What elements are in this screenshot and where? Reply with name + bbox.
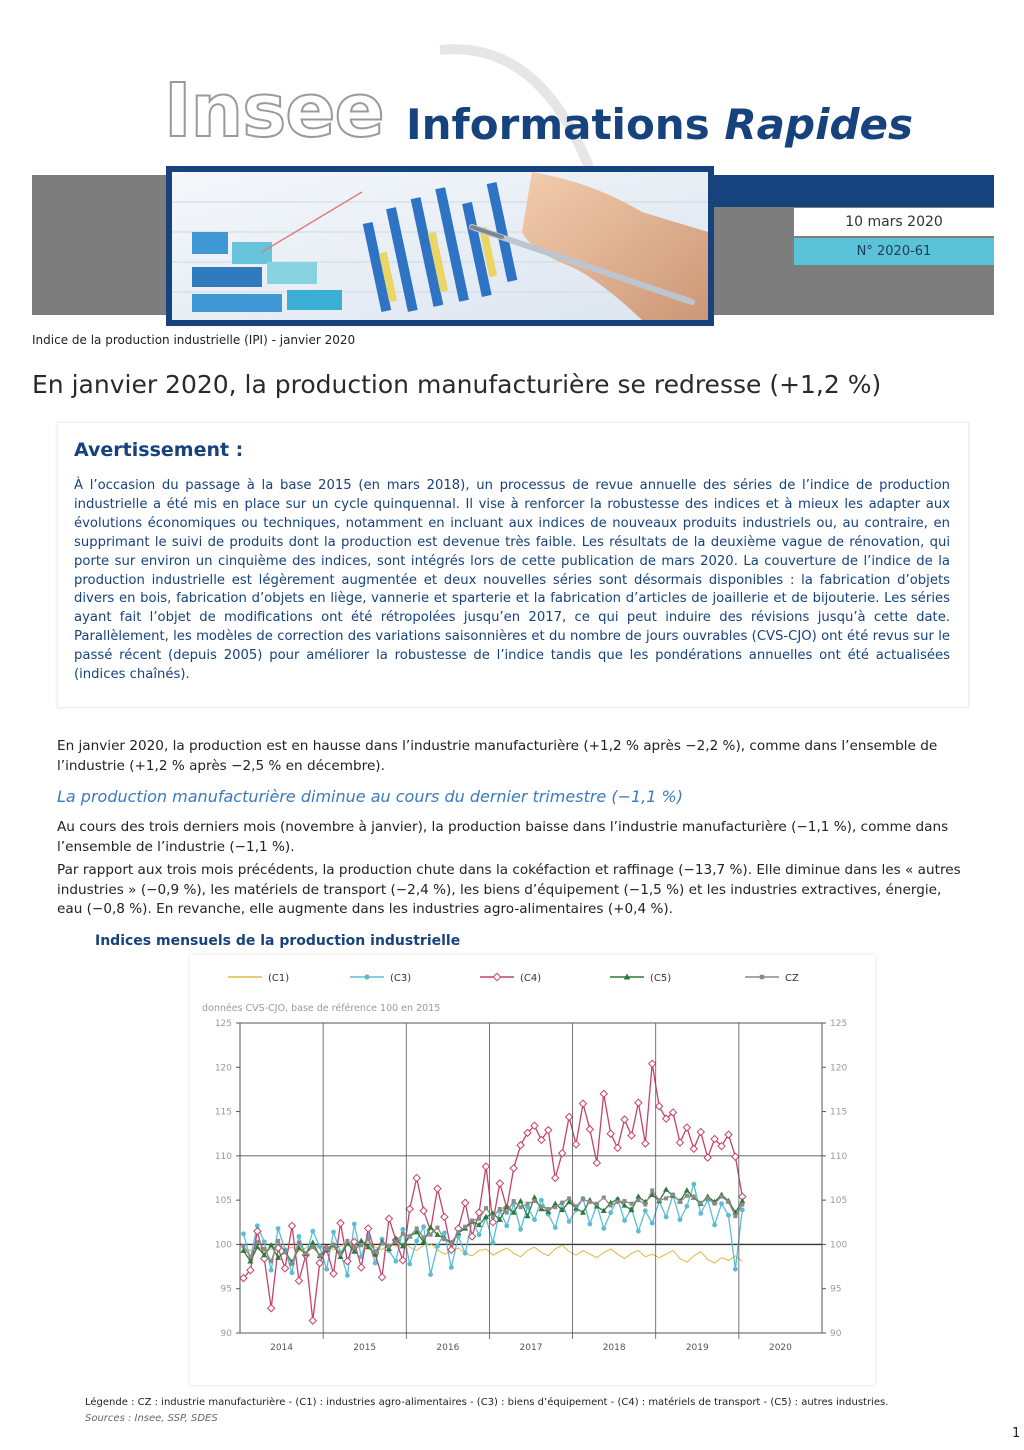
page-number: 1: [1012, 1426, 1021, 1441]
page-title: En janvier 2020, la production manufacturière se redresse (+1,2 %): [32, 370, 882, 399]
chart-point: [254, 1228, 261, 1235]
chart-point: [635, 1099, 642, 1106]
chart-point: [482, 1163, 489, 1170]
chart-point: [553, 1225, 558, 1230]
chart-point: [573, 1141, 580, 1148]
chart-point: [581, 1197, 585, 1201]
chart-point: [643, 1208, 648, 1213]
chart-point: [518, 1198, 524, 1203]
chart-point: [512, 1199, 516, 1203]
y-tick-label-left: 120: [214, 1063, 232, 1074]
production-index-chart: [190, 955, 875, 1385]
chart-point: [642, 1140, 649, 1147]
chart-point: [712, 1223, 717, 1228]
publication-date: 10 mars 2020: [794, 208, 994, 236]
chart-point: [366, 1237, 370, 1241]
chart-point: [720, 1195, 724, 1199]
chart-point: [692, 1195, 696, 1199]
chart-point: [276, 1239, 280, 1243]
chart-point: [657, 1198, 661, 1202]
chart-point: [463, 1251, 468, 1256]
chart-point: [663, 1186, 669, 1191]
chart-point: [519, 1205, 523, 1209]
chart-point: [704, 1154, 711, 1161]
chart-point: [379, 1274, 386, 1281]
chart-subtitle: données CVS-CJO, base de référence 100 en 2015: [202, 1003, 441, 1014]
chart-point: [316, 1259, 323, 1266]
chart-point: [352, 1222, 357, 1227]
chart-point: [496, 1180, 503, 1187]
chart-point: [441, 1213, 448, 1220]
chart-point: [484, 1206, 488, 1210]
y-tick-label-left: 110: [214, 1151, 232, 1162]
chart-point: [504, 1223, 509, 1228]
chart-point: [691, 1182, 696, 1187]
chart-point: [442, 1231, 447, 1236]
chart-point: [262, 1247, 266, 1251]
legend-label: (C1): [268, 973, 290, 984]
chart-point: [678, 1200, 682, 1204]
chart-point: [324, 1267, 329, 1272]
chart-point: [385, 1215, 392, 1222]
chart-point: [733, 1267, 738, 1272]
chart-point: [414, 1238, 419, 1243]
chart-point: [435, 1226, 439, 1230]
chart-point: [435, 1244, 440, 1249]
warning-box: [57, 422, 969, 708]
chart-point: [325, 1247, 329, 1251]
chart-point: [588, 1200, 592, 1204]
chart-point: [664, 1196, 668, 1200]
chart-point: [719, 1201, 724, 1206]
chart-point: [552, 1200, 558, 1205]
chart-point: [553, 1205, 557, 1209]
chart-point: [518, 1227, 523, 1232]
chart-point: [241, 1231, 246, 1236]
chart-point: [332, 1242, 336, 1246]
chart-point: [649, 1060, 656, 1067]
chart-point: [628, 1132, 635, 1139]
chart-point: [248, 1255, 252, 1259]
y-tick-label-right: 105: [830, 1196, 848, 1207]
chart-point: [295, 1277, 302, 1284]
chart-point: [684, 1187, 690, 1192]
chart-point: [463, 1225, 467, 1229]
chart-point: [393, 1259, 398, 1264]
publication-number: N° 2020-61: [794, 238, 994, 265]
chart-point: [560, 1201, 564, 1205]
chart-point: [317, 1244, 322, 1249]
chart-point: [413, 1174, 420, 1181]
chart-point: [586, 1126, 593, 1133]
chart-point: [683, 1124, 690, 1131]
chart-point: [676, 1139, 683, 1146]
chart-point: [593, 1159, 600, 1166]
chart-point: [456, 1230, 460, 1234]
chart-point: [337, 1220, 344, 1227]
chart-point: [297, 1241, 301, 1245]
chart-point: [399, 1257, 406, 1264]
y-tick-label-left: 90: [220, 1329, 232, 1339]
chart-point: [574, 1204, 578, 1208]
chart-point: [698, 1211, 703, 1216]
chart-point: [296, 1234, 301, 1239]
chart-point: [713, 1202, 717, 1206]
chart-point: [477, 1232, 482, 1237]
chart-point: [490, 1240, 495, 1245]
chart-point: [276, 1226, 281, 1231]
chart-point: [241, 1244, 245, 1248]
x-tick-label: 2017: [519, 1343, 543, 1353]
chart-frame: [190, 955, 875, 1385]
legend-marker: [760, 975, 764, 979]
legend-label: (C5): [650, 973, 672, 984]
publication-title: [406, 100, 914, 149]
chart-point: [671, 1193, 675, 1197]
legend-marker: [364, 974, 369, 979]
series-line-cz: [244, 1190, 743, 1264]
insee-logo: Insee: [164, 68, 384, 154]
chart-point: [636, 1198, 640, 1202]
chart-point: [725, 1131, 732, 1138]
chart-point: [449, 1242, 453, 1246]
chart-point: [643, 1203, 647, 1207]
chart-point: [732, 1153, 739, 1160]
chart-point: [531, 1194, 537, 1199]
chart-point: [678, 1217, 683, 1222]
chart-point: [491, 1215, 495, 1219]
chart-point: [304, 1251, 308, 1255]
chart-point: [602, 1195, 606, 1199]
chart-point: [546, 1207, 550, 1211]
chart-point: [622, 1218, 627, 1223]
chart-point: [697, 1128, 704, 1135]
y-tick-label-left: 115: [214, 1107, 232, 1118]
y-tick-label-right: 120: [830, 1063, 848, 1074]
chart-point: [268, 1305, 275, 1312]
chart-point: [262, 1239, 267, 1244]
chart-point: [310, 1229, 315, 1234]
chart-point: [288, 1222, 295, 1229]
chart-point: [331, 1230, 336, 1235]
chart-point: [406, 1205, 413, 1212]
chart-point: [510, 1165, 517, 1172]
chart-legend: [228, 973, 799, 984]
chart-point: [352, 1246, 356, 1250]
chart-point: [345, 1239, 349, 1243]
paragraph-intro: En janvier 2020, la production est en hausse dans l’industrie manufacturière (+1,2 % après −2,2 %), comme dans l’ensemble de l’industrie (+1,2 % après −2,5 % en décembre).: [57, 738, 938, 774]
chart-point: [740, 1203, 744, 1207]
y-tick-label-right: 125: [830, 1019, 848, 1029]
x-tick-label: 2016: [436, 1343, 460, 1353]
chart-point: [470, 1219, 474, 1223]
chart-point: [726, 1200, 730, 1204]
legend-label: (C3): [390, 973, 412, 984]
chart-point: [269, 1259, 273, 1263]
x-tick-label: 2018: [602, 1343, 626, 1353]
chart-point: [505, 1211, 509, 1215]
chart-point: [394, 1240, 398, 1244]
chart-point: [566, 1113, 573, 1120]
chart-point: [623, 1199, 627, 1203]
x-tick-label: 2019: [685, 1343, 709, 1353]
y-tick-label-right: 95: [830, 1284, 842, 1295]
chart-point: [429, 1233, 433, 1237]
chart-point: [580, 1209, 586, 1214]
y-tick-label-right: 115: [830, 1107, 848, 1118]
chart-point: [607, 1130, 614, 1137]
chart-point: [595, 1202, 599, 1206]
chart-point: [690, 1145, 697, 1152]
chart-point: [420, 1207, 427, 1214]
chart-point: [636, 1229, 641, 1234]
chart-point: [477, 1217, 481, 1221]
series-line-c4: [244, 1064, 743, 1321]
chart-point: [706, 1196, 710, 1200]
chart-point: [489, 1219, 496, 1226]
chart-point: [684, 1204, 689, 1209]
chart-point: [408, 1234, 412, 1238]
chart-point: [664, 1215, 669, 1220]
y-tick-label-left: 95: [220, 1284, 232, 1295]
plot-area: [240, 1023, 822, 1333]
chart-point: [359, 1243, 363, 1247]
chart-point: [552, 1174, 559, 1181]
publication-title-main: Informations: [406, 100, 710, 149]
chart-point: [609, 1203, 613, 1207]
chart-point: [656, 1103, 663, 1110]
chart-point: [532, 1199, 536, 1203]
chart-point: [338, 1252, 342, 1256]
chart-point: [345, 1273, 350, 1278]
warning-text: À l’occasion du passage à la base 2015 (en mars 2018), un processus de revue annuelle des séries de l’indice de production industrielle a été mis en place sur un cycle quinquennal. Il vise à renforcer la robustesse des indices et à mieux les adapter aux évolutions économiques ou techniques, notamment en incluant aux indices de nouveaux produits industriels ou, au contraire, en supprimant le suivi de produits dont la production est devenue très faible. Les résultats de la deuxième vague de rénovation, qui porte sur environ un cinquième des indices, sont intégrés lors de cette publication de mars 2020. La couverture de l’indice de la production industrielle est légèrement augmentée et deux nouvelles séries sont désormais disponibles : la fabrication d’objets divers en bois, fabrication d’objets en liège, vannerie et sparterie et la fabrication d’articles de joaillerie et de bijouterie. Les séries ayant fait l’objet de modifications ont été rétropolées jusqu’en 2017, ce qui peut induire des révisions jusqu’à cette date. Parallèlement, les modèles de correction des variations saisonnières et du nombre de jours ouvrables (CVS-CJO) ont été revus sur le passé récent (depuis 2005) pour améliorer la robustesse de l’indice tandis que les pondérations annuelles ont été actualisées (indices chaînés).: [74, 478, 950, 683]
chart-point: [282, 1265, 289, 1272]
chart-grid: [240, 1023, 822, 1333]
chart-point: [373, 1250, 377, 1254]
section-title: La production manufacturière diminue au cours du dernier trimestre (−1,1 %): [57, 787, 683, 806]
chart-point: [400, 1227, 405, 1232]
chart-point: [318, 1253, 322, 1257]
chart-point: [579, 1100, 586, 1107]
chart-point: [283, 1250, 287, 1254]
x-tick-label: 2020: [768, 1343, 792, 1353]
chart-point: [726, 1213, 731, 1218]
chart-point: [539, 1204, 543, 1208]
warning-title: Avertissement :: [74, 439, 244, 461]
chart-point: [365, 1225, 372, 1232]
chart-point: [567, 1196, 571, 1200]
paragraph-quarter: Au cours des trois derniers mois (novembre à janvier), la production baisse dans l’industrie manufacturière (−1,1 %), comme dans l’ensemble de l’industrie (−1,1 %).: [57, 819, 949, 855]
header-photo-illustration: [172, 172, 708, 320]
chart-point: [311, 1245, 315, 1249]
chart-point: [290, 1270, 295, 1275]
y-tick-label-right: 90: [830, 1329, 842, 1339]
chart-point: [587, 1222, 592, 1227]
chart-point: [539, 1198, 544, 1203]
chart-point: [387, 1244, 391, 1248]
chart-point: [733, 1214, 737, 1218]
chart-point: [621, 1116, 628, 1123]
chart-point: [330, 1270, 337, 1277]
chart-point: [616, 1200, 620, 1204]
chart-sources: Sources : Insee, SSP, SDES: [85, 1413, 218, 1424]
chart-point: [601, 1226, 606, 1231]
publication-subject: Indice de la production industrielle (IPI) - janvier 2020: [32, 333, 356, 347]
y-tick-label-right: 100: [830, 1240, 848, 1251]
y-tick-label-left: 100: [214, 1240, 232, 1251]
chart-point: [358, 1264, 365, 1271]
legend-marker: [493, 973, 500, 980]
paragraph-sectors: Par rapport aux trois mois précédents, la production chute dans la cokéfaction et raffinage (−13,7 %). Elle diminue dans les « autres industries » (−0,9 %), les matériels de transport (−2,4 %), les biens d’équipement (−1,5 %) et les industries extractives, énergie, eau (−0,8 %). En revanche, elle augmente dans les industries agro-alimentaires (+0,4 %).: [57, 862, 961, 917]
header-photo: [166, 166, 714, 326]
chart-point: [290, 1262, 294, 1266]
chart-point: [462, 1199, 469, 1206]
chart-point: [498, 1207, 502, 1211]
chart-point: [407, 1262, 412, 1267]
legend-label: CZ: [785, 973, 799, 984]
chart-point: [685, 1194, 689, 1198]
chart-point: [255, 1240, 259, 1244]
chart-point: [442, 1237, 446, 1241]
chart-point: [635, 1193, 641, 1198]
chart-point: [532, 1217, 537, 1222]
chart-point: [422, 1235, 426, 1239]
chart-point: [434, 1185, 441, 1192]
chart-point: [421, 1224, 426, 1229]
chart-point: [699, 1201, 703, 1205]
x-tick-label: 2014: [270, 1343, 294, 1353]
chart-point: [650, 1188, 654, 1192]
chart-point: [600, 1090, 607, 1097]
y-tick-label-right: 110: [830, 1151, 848, 1162]
chart-point: [401, 1232, 405, 1236]
chart-title: Indices mensuels de la production industrielle: [95, 933, 461, 949]
chart-point: [629, 1202, 633, 1206]
y-tick-label-left: 105: [214, 1196, 232, 1207]
chart-point: [449, 1265, 454, 1270]
chart-series: [240, 1060, 746, 1324]
chart-point: [269, 1268, 274, 1273]
legend-label: (C4): [520, 973, 542, 984]
chart-point: [608, 1210, 613, 1215]
chart-point: [358, 1238, 364, 1243]
x-tick-label: 2015: [353, 1343, 377, 1353]
chart-point: [567, 1219, 572, 1224]
publication-title-italic: Rapides: [724, 100, 914, 149]
chart-point: [614, 1144, 621, 1151]
chart-point: [517, 1142, 524, 1149]
chart-point: [309, 1317, 316, 1324]
chart-point: [650, 1221, 655, 1226]
chart-point: [380, 1242, 384, 1246]
chart-axes: [215, 1019, 848, 1353]
chart-legend-note: Légende : CZ : industrie manufacturière - (C1) : industries agro-alimentaires - (C3) : biens d’équipement - (C4) : matériels de transport - (C5) : autres industries.: [85, 1397, 889, 1408]
y-tick-label-left: 125: [214, 1019, 232, 1029]
chart-point: [428, 1272, 433, 1277]
chart-point: [415, 1226, 419, 1230]
chart-point: [526, 1202, 530, 1206]
